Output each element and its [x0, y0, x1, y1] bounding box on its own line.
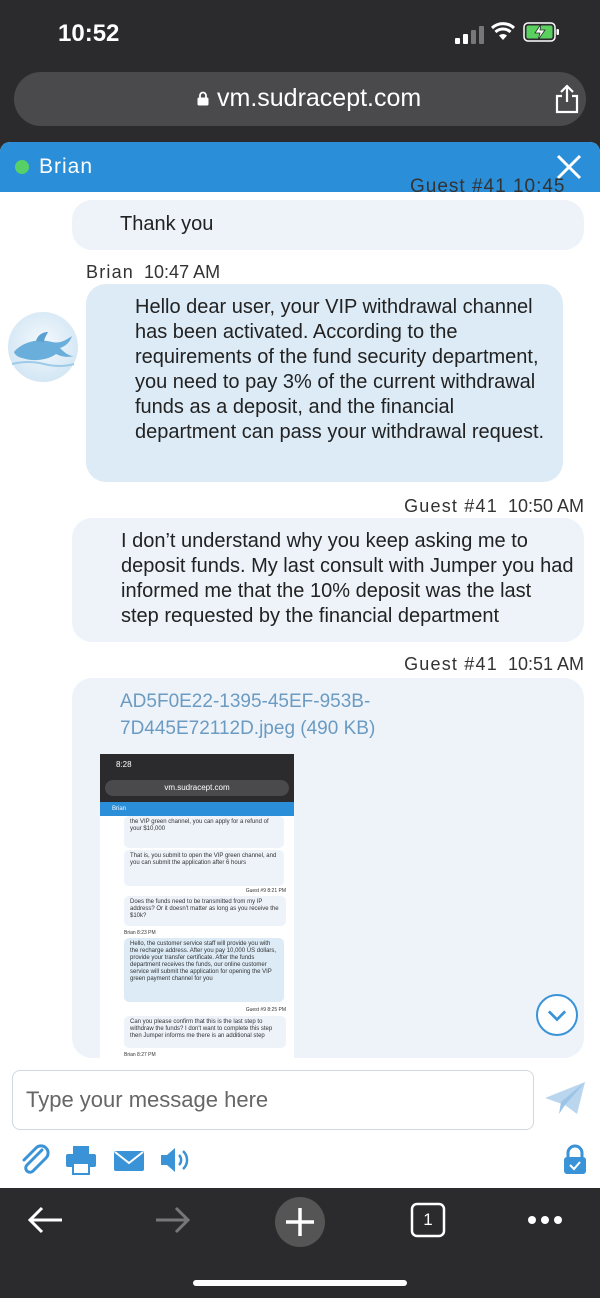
sender-name: Guest #41: [404, 496, 498, 516]
status-bar: [0, 0, 600, 64]
agent-name: Brian: [39, 155, 94, 178]
url-text: vm.sudracept.com: [217, 84, 422, 112]
message-meta: [404, 496, 584, 517]
preview-address-bar: [100, 776, 294, 802]
sender-name: Brian: [86, 262, 135, 282]
message-meta: Guest #41 10:45: [410, 176, 566, 197]
attachment-message: [72, 678, 584, 1058]
message-list[interactable]: [0, 176, 600, 1058]
preview-bubble: Can you please confirm that this is the last step to withdraw the funds? I don't want to complete this step then Jumper informs me there is an additional step: [124, 1016, 286, 1048]
browser-toolbar: [0, 1188, 600, 1298]
message-time: 10:50 AM: [507, 496, 584, 516]
message-time: 10:47 AM: [144, 262, 221, 282]
message-text: I don’t understand why you keep asking me to deposit funds. My last consult with Jumper you had informed me that the 10% deposit was the last step requested by the financial department: [121, 530, 574, 627]
preview-time: 8:28: [116, 760, 132, 769]
message-text: Hello dear user, your VIP withdrawal channel has been activated. According to the requirements of the fund security department, you need to pay 3% of the current withdrawal funds as a deposit, and the financial department can pass your withdrawal request.: [135, 296, 545, 443]
message-time: 10:51 AM: [507, 654, 584, 674]
share-icon[interactable]: [554, 84, 580, 114]
tabs-count: 1: [423, 1210, 433, 1229]
preview-bubble: the VIP green channel, you can apply for a refund of your $10,000: [124, 816, 284, 848]
message-input[interactable]: [12, 1070, 534, 1130]
lock-icon[interactable]: [561, 1144, 589, 1176]
attachment-link[interactable]: AD5F0E22-1395-45EF-953B-7D445E72112D.jpeg (490 KB): [120, 691, 376, 739]
preview-status-bar: [100, 754, 294, 776]
envelope-icon[interactable]: [112, 1144, 146, 1176]
preview-meta: Guest #9 8:25 PM: [245, 1007, 286, 1013]
preview-agent-name: Brian: [112, 806, 127, 812]
preview-url: vm.sudracept.com: [105, 780, 289, 796]
guest-message: [72, 200, 584, 250]
preview-bubble: That is, you submit to open the VIP green channel, and you can submit the application after 6 hours: [124, 850, 284, 886]
speaker-icon[interactable]: [158, 1144, 192, 1176]
message-meta: [404, 654, 584, 675]
message-meta: [86, 262, 220, 283]
preview-bubble: Hello, the customer service staff will provide you with the recharge address. After you pay 10,000 US dollars, provide your transfer certificate. After the funds department receives the funds, our online customer service will submit the application for opening the VIP green payment channel for you: [124, 938, 284, 1002]
chat-widget: [0, 142, 600, 1188]
sender-name: Guest #41: [404, 654, 498, 674]
preview-meta: Guest #9 8:21 PM: [245, 888, 286, 894]
send-icon[interactable]: [543, 1078, 587, 1118]
cellular-signal-icon: [455, 24, 485, 44]
printer-icon[interactable]: [64, 1144, 98, 1176]
battery-charging-icon: [523, 21, 561, 43]
address-bar[interactable]: [14, 72, 586, 126]
new-tab-icon[interactable]: [274, 1196, 326, 1248]
preview-chat-header: [100, 802, 294, 816]
preview-meta: Brian 8:23 PM: [124, 930, 156, 936]
agent-message: [86, 284, 563, 482]
avatar: [8, 312, 78, 382]
preview-bubble: Does the funds need to be transmitted from my IP address? Or it doesn't matter as long as you receive the $10k?: [124, 896, 286, 926]
attachment-image[interactable]: [100, 754, 294, 1058]
dolphin-icon: [8, 312, 78, 382]
tabs-button[interactable]: [406, 1202, 450, 1238]
wifi-icon: [490, 20, 516, 42]
composer: [0, 1058, 600, 1188]
paperclip-icon[interactable]: [18, 1144, 52, 1176]
more-icon[interactable]: [524, 1202, 568, 1238]
home-indicator[interactable]: [193, 1280, 407, 1286]
guest-message: [72, 518, 584, 642]
back-icon[interactable]: [24, 1202, 68, 1238]
scroll-down-icon[interactable]: [536, 994, 578, 1036]
lock-icon: [197, 91, 209, 106]
message-text: Thank you: [120, 213, 214, 235]
preview-meta: Brian 8:27 PM: [124, 1052, 156, 1058]
clock: 10:52: [58, 20, 120, 47]
forward-icon[interactable]: [150, 1202, 194, 1238]
online-status-icon: [15, 160, 29, 174]
